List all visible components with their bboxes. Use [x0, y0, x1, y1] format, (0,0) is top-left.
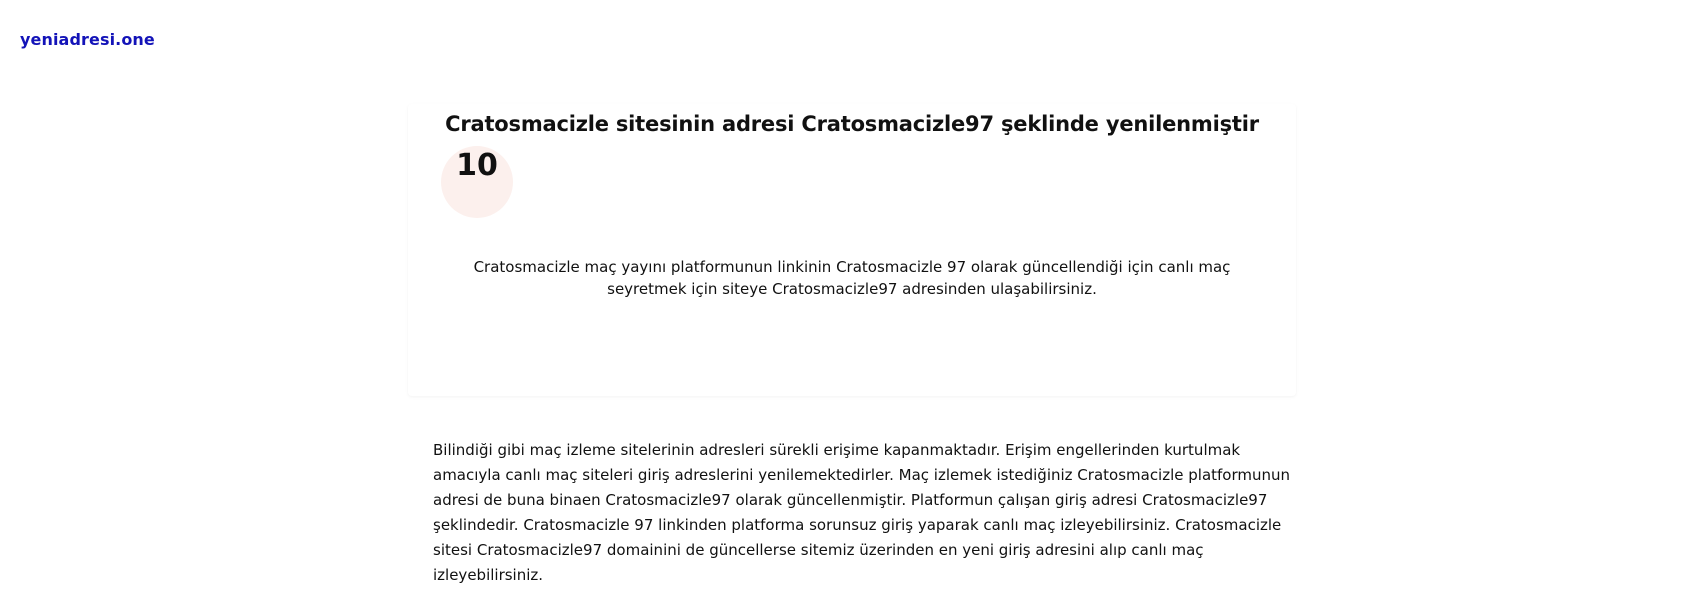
site-info-card — [408, 104, 1296, 396]
article-paragraph: Bilindiği gibi maç izleme sitelerinin adresleri sürekli erişime kapanmaktadır. Erişim engellerinden kurtulmak amacıyla canlı maç siteleri giriş adreslerini yenilemektedirler. Maç izlemek istediğiniz Cratosmacizle platformunun adresi de buna binaen Cratosmacizle97 olarak güncellenmiştir. Platformun çalışan giriş adresi Cratosmacizle97 şeklindedir. Cratosmacizle 97 linkinden platforma sorunsuz giriş yaparak canlı maç izleyebilirsiniz. Cratosmacizle sitesi Cratosmacizle97 domainini de güncellerse sitemiz üzerinden en yeni giriş adresini alıp canlı maç izleyebilirsiniz. — [433, 441, 1291, 584]
score-badge — [441, 146, 513, 218]
card-description: Cratosmacizle maç yayını platformunun linkinin Cratosmacizle 97 olarak güncellendiği için canlı maç seyretmek için siteye Cratosmacizle97 adresinden ulaşabilirsiniz. — [473, 258, 1231, 298]
score-value: 10 — [456, 148, 498, 183]
card-title: Cratosmacizle sitesinin adresi Cratosmacizle97 şeklinde yenilenmiştir — [445, 112, 1259, 136]
site-logo-link[interactable]: yeniadresi.one — [20, 30, 155, 49]
